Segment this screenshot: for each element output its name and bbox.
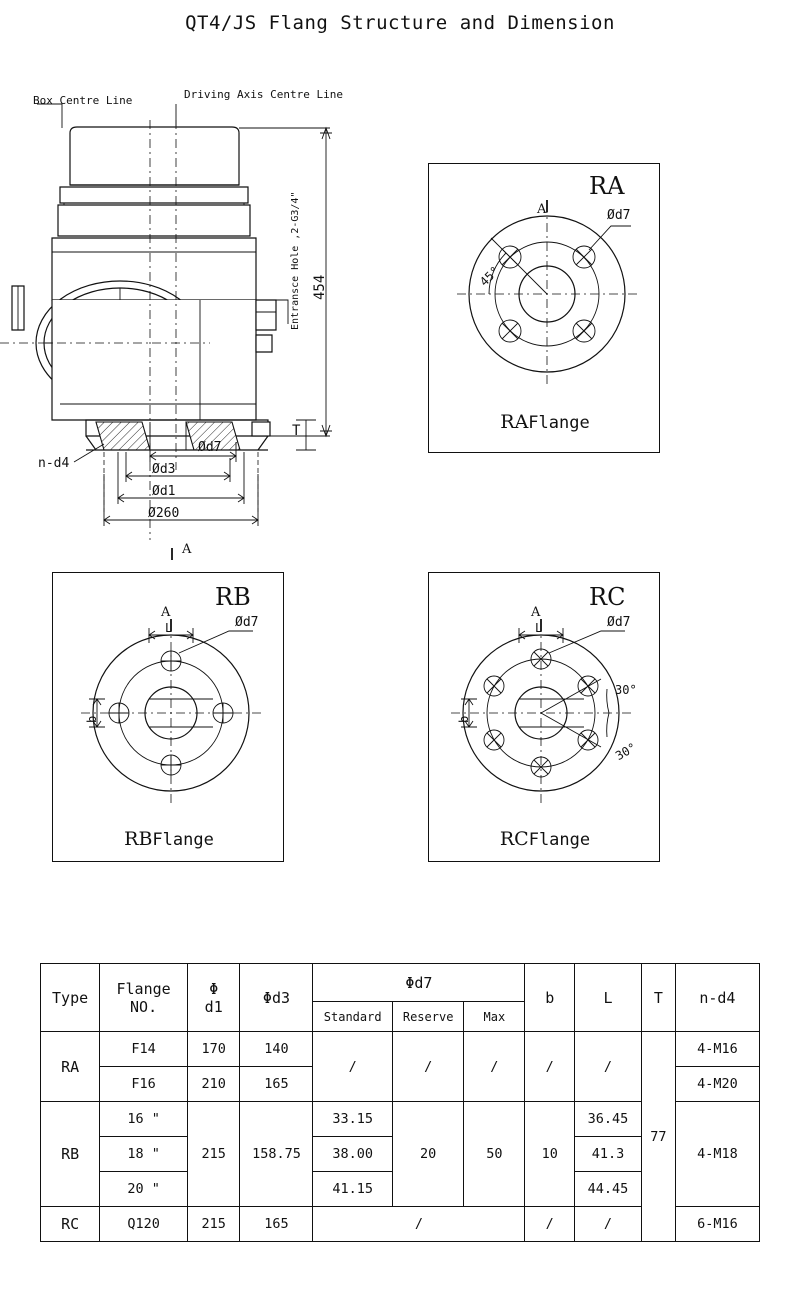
header-d1-line2: d1 — [204, 997, 223, 1016]
header-d1-line1: Φ — [209, 979, 219, 998]
hole-label-ra: Ød7 — [607, 208, 631, 223]
flange-caption-rb-bold: RB — [124, 828, 153, 850]
flange-panel-rc — [428, 572, 660, 862]
dim-label-l-rb: L — [165, 621, 173, 635]
cell-d7-reserve: 20 — [392, 1102, 464, 1207]
cell-d7-standard: 41.15 — [313, 1172, 392, 1207]
flange-caption-ra-rest: Flange — [528, 413, 590, 433]
cell-n-d4: 4-M16 — [675, 1032, 759, 1067]
header-d3: Φd3 — [240, 964, 313, 1032]
page-title: QT4/JS Flang Structure and Dimension — [185, 12, 615, 34]
flange-caption-rb-rest: Flange — [152, 830, 214, 850]
label-box-centre-line: Box Centre Line — [33, 94, 133, 107]
table-row — [41, 1032, 760, 1067]
hole-label-rb: Ød7 — [235, 615, 259, 630]
header-flange-no-line1: Flange — [116, 979, 171, 998]
header-d1 — [187, 964, 240, 1032]
cell-t: 77 — [641, 1032, 675, 1242]
cell-d7-reserve: / — [392, 1032, 464, 1102]
cell-l: / — [575, 1032, 642, 1102]
header-flange-no — [100, 964, 188, 1032]
section-mark-rc: A — [531, 605, 541, 620]
dim-label-l-rc: L — [535, 621, 543, 635]
cell-l: 41.3 — [575, 1137, 642, 1172]
cell-d7-standard: / — [313, 1207, 525, 1242]
flange-panel-rb — [52, 572, 284, 862]
header-d7-standard: Standard — [313, 1002, 392, 1032]
cell-type-ra: RA — [41, 1032, 100, 1102]
header-b: b — [525, 964, 575, 1032]
specification-table — [40, 963, 760, 1242]
hole-label-rc: Ød7 — [607, 615, 631, 630]
flange-panel-ra — [428, 163, 660, 453]
cell-b: / — [525, 1032, 575, 1102]
cell-b: 10 — [525, 1102, 575, 1207]
cell-flange-no: Q120 — [100, 1207, 188, 1242]
header-d7-group: Φd7 — [313, 964, 525, 1002]
cell-d3: 158.75 — [240, 1102, 313, 1207]
cell-l: 36.45 — [575, 1102, 642, 1137]
cell-type-rc: RC — [41, 1207, 100, 1242]
header-flange-no-line2: NO. — [130, 997, 158, 1016]
cell-flange-no: F14 — [100, 1032, 188, 1067]
angle-label-ra: 45° — [477, 263, 503, 289]
cell-flange-no: 18 " — [100, 1137, 188, 1172]
cell-d7-max: / — [464, 1032, 525, 1102]
cell-d7-standard: 38.00 — [313, 1137, 392, 1172]
header-t: T — [641, 964, 675, 1032]
cell-d1: 170 — [187, 1032, 240, 1067]
flange-caption-ra-bold: RA — [500, 411, 529, 433]
cell-n-d4: 4-M18 — [675, 1102, 759, 1207]
angle-label-rc-2: 30° — [613, 740, 639, 764]
cell-d3: 165 — [240, 1207, 313, 1242]
cell-flange-no: 20 " — [100, 1172, 188, 1207]
label-n-d4: n-d4 — [38, 456, 70, 471]
section-mark-ra: A — [537, 202, 547, 217]
cell-flange-no: F16 — [100, 1067, 188, 1102]
header-n-d4: n-d4 — [675, 964, 759, 1032]
label-driving-axis-centre-line: Driving Axis Centre Line — [184, 88, 343, 101]
cell-l: 44.45 — [575, 1172, 642, 1207]
cell-d7-max: 50 — [464, 1102, 525, 1207]
cell-d3: 165 — [240, 1067, 313, 1102]
label-d7: Ød7 — [198, 440, 222, 455]
flange-title-rb: RB — [215, 583, 251, 611]
label-entrance-hole: Entransce Hole ,2-G3/4" — [290, 191, 301, 330]
cell-l: / — [575, 1207, 642, 1242]
cell-b: / — [525, 1207, 575, 1242]
cell-d1: 210 — [187, 1067, 240, 1102]
header-l: L — [575, 964, 642, 1032]
label-d260: Ø260 — [148, 506, 180, 521]
cell-n-d4: 4-M20 — [675, 1067, 759, 1102]
header-d7-reserve: Reserve — [392, 1002, 464, 1032]
cell-n-d4: 6-M16 — [675, 1207, 759, 1242]
flange-title-rc: RC — [589, 583, 626, 611]
cell-d3: 140 — [240, 1032, 313, 1067]
cell-type-rb: RB — [41, 1102, 100, 1207]
label-overall-height: 454 — [312, 274, 328, 300]
flange-caption-rc-rest: Flange — [528, 830, 591, 850]
header-d7-max: Max — [464, 1002, 525, 1032]
header-type: Type — [41, 964, 100, 1032]
cell-flange-no: 16 " — [100, 1102, 188, 1137]
label-section-a-main: A — [182, 542, 192, 557]
cell-d7-standard: 33.15 — [313, 1102, 392, 1137]
section-mark-rb: A — [161, 605, 171, 620]
cell-d1: 215 — [187, 1102, 240, 1207]
flange-title-ra: RA — [589, 172, 625, 200]
dim-label-b-rc: b — [457, 715, 471, 723]
dim-label-b-rb: b — [85, 715, 99, 723]
cell-d1: 215 — [187, 1207, 240, 1242]
cell-d7-standard: / — [313, 1032, 392, 1102]
label-d1: Ød1 — [152, 484, 176, 499]
angle-label-rc-1: 30° — [615, 683, 637, 697]
label-thickness-t: T — [292, 423, 301, 439]
label-d3: Ød3 — [152, 462, 176, 477]
flange-caption-rc-bold: RC — [499, 828, 529, 850]
